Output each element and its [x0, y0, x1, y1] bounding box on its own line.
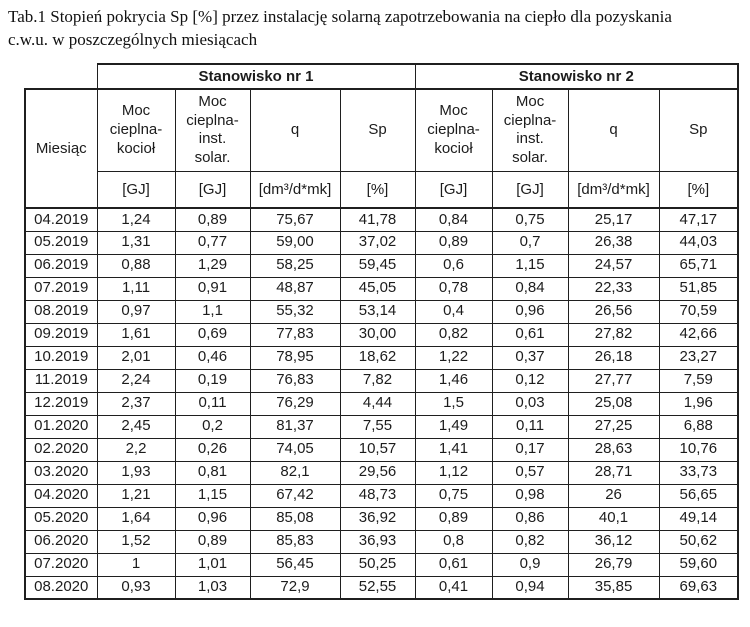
value-cell: 0,93	[97, 576, 175, 599]
value-cell: 1,11	[97, 277, 175, 300]
value-cell: 35,85	[568, 576, 659, 599]
column-header-moc-solar-1: Moc cieplna-inst. solar.	[175, 89, 250, 171]
value-cell: 2,37	[97, 392, 175, 415]
value-cell: 49,14	[659, 507, 738, 530]
month-cell: 08.2019	[25, 300, 97, 323]
value-cell: 0,89	[175, 208, 250, 231]
value-cell: 0,98	[492, 484, 568, 507]
value-cell: 72,9	[250, 576, 340, 599]
value-cell: 56,65	[659, 484, 738, 507]
value-cell: 0,82	[492, 530, 568, 553]
value-cell: 82,1	[250, 461, 340, 484]
value-cell: 0,96	[175, 507, 250, 530]
column-header-moc-solar-2: Moc cieplna-inst. solar.	[492, 89, 568, 171]
table-row	[25, 346, 738, 369]
column-header-row	[25, 89, 738, 171]
value-cell: 36,93	[340, 530, 415, 553]
value-cell: 0,77	[175, 231, 250, 254]
table-row	[25, 369, 738, 392]
value-cell: 1,15	[492, 254, 568, 277]
value-cell: 1,24	[97, 208, 175, 231]
group-header-stanowisko-1: Stanowisko nr 1	[97, 64, 415, 89]
value-cell: 78,95	[250, 346, 340, 369]
value-cell: 0,84	[492, 277, 568, 300]
value-cell: 7,59	[659, 369, 738, 392]
value-cell: 26,79	[568, 553, 659, 576]
value-cell: 1,93	[97, 461, 175, 484]
unit-header-q-2: [dm³/d*mk]	[568, 171, 659, 208]
value-cell: 0,7	[492, 231, 568, 254]
table-row	[25, 231, 738, 254]
value-cell: 75,67	[250, 208, 340, 231]
table-row	[25, 323, 738, 346]
value-cell: 33,73	[659, 461, 738, 484]
table-row	[25, 300, 738, 323]
unit-header-gj-1: [GJ]	[97, 171, 175, 208]
value-cell: 27,82	[568, 323, 659, 346]
table-row	[25, 277, 738, 300]
column-header-q-1: q	[250, 89, 340, 171]
value-cell: 2,24	[97, 369, 175, 392]
value-cell: 0,11	[175, 392, 250, 415]
value-cell: 1,64	[97, 507, 175, 530]
table-row	[25, 507, 738, 530]
value-cell: 69,63	[659, 576, 738, 599]
table-row	[25, 254, 738, 277]
value-cell: 1,22	[415, 346, 492, 369]
value-cell: 48,87	[250, 277, 340, 300]
month-column-header: Miesiąc	[25, 89, 97, 208]
value-cell: 0,96	[492, 300, 568, 323]
value-cell: 1,46	[415, 369, 492, 392]
unit-header-row	[25, 171, 738, 208]
value-cell: 81,37	[250, 415, 340, 438]
value-cell: 51,85	[659, 277, 738, 300]
value-cell: 58,25	[250, 254, 340, 277]
value-cell: 59,00	[250, 231, 340, 254]
value-cell: 0,88	[97, 254, 175, 277]
ghost-cell	[25, 64, 97, 89]
value-cell: 0,69	[175, 323, 250, 346]
value-cell: 0,46	[175, 346, 250, 369]
table-caption: Tab.1 Stopień pokrycia Sp [%] przez instalację solarną zapotrzebowania na ciepło dla pozyskania c.w.u. w poszczególnych miesiącach	[8, 7, 672, 49]
value-cell: 59,45	[340, 254, 415, 277]
value-cell: 0,37	[492, 346, 568, 369]
value-cell: 1	[97, 553, 175, 576]
value-cell: 0,86	[492, 507, 568, 530]
value-cell: 0,19	[175, 369, 250, 392]
column-header-q-2: q	[568, 89, 659, 171]
value-cell: 28,63	[568, 438, 659, 461]
value-cell: 1,29	[175, 254, 250, 277]
value-cell: 7,82	[340, 369, 415, 392]
value-cell: 0,26	[175, 438, 250, 461]
table-row	[25, 530, 738, 553]
value-cell: 0,81	[175, 461, 250, 484]
value-cell: 0,94	[492, 576, 568, 599]
value-cell: 77,83	[250, 323, 340, 346]
unit-header-q-1: [dm³/d*mk]	[250, 171, 340, 208]
value-cell: 0,17	[492, 438, 568, 461]
value-cell: 44,03	[659, 231, 738, 254]
value-cell: 0,75	[415, 484, 492, 507]
value-cell: 0,89	[175, 530, 250, 553]
value-cell: 1,12	[415, 461, 492, 484]
value-cell: 48,73	[340, 484, 415, 507]
value-cell: 0,57	[492, 461, 568, 484]
column-header-moc-kociol-1: Moc cieplna-kocioł	[97, 89, 175, 171]
month-cell: 04.2020	[25, 484, 97, 507]
group-header-row	[25, 64, 738, 89]
value-cell: 23,27	[659, 346, 738, 369]
value-cell: 0,78	[415, 277, 492, 300]
unit-header-gj-2: [GJ]	[175, 171, 250, 208]
month-cell: 11.2019	[25, 369, 97, 392]
value-cell: 41,78	[340, 208, 415, 231]
value-cell: 0,4	[415, 300, 492, 323]
value-cell: 0,75	[492, 208, 568, 231]
value-cell: 1,49	[415, 415, 492, 438]
value-cell: 0,11	[492, 415, 568, 438]
value-cell: 10,76	[659, 438, 738, 461]
group-header-stanowisko-2: Stanowisko nr 2	[415, 64, 738, 89]
table-row	[25, 576, 738, 599]
column-header-moc-kociol-2: Moc cieplna-kocioł	[415, 89, 492, 171]
value-cell: 0,41	[415, 576, 492, 599]
value-cell: 2,45	[97, 415, 175, 438]
value-cell: 45,05	[340, 277, 415, 300]
value-cell: 2,2	[97, 438, 175, 461]
value-cell: 59,60	[659, 553, 738, 576]
month-cell: 06.2019	[25, 254, 97, 277]
value-cell: 6,88	[659, 415, 738, 438]
table-row	[25, 438, 738, 461]
value-cell: 67,42	[250, 484, 340, 507]
month-cell: 07.2019	[25, 277, 97, 300]
value-cell: 70,59	[659, 300, 738, 323]
value-cell: 1,15	[175, 484, 250, 507]
value-cell: 1,01	[175, 553, 250, 576]
value-cell: 22,33	[568, 277, 659, 300]
table-row	[25, 461, 738, 484]
value-cell: 26,18	[568, 346, 659, 369]
column-header-sp-1: Sp	[340, 89, 415, 171]
value-cell: 1,5	[415, 392, 492, 415]
value-cell: 25,17	[568, 208, 659, 231]
value-cell: 1,61	[97, 323, 175, 346]
value-cell: 29,56	[340, 461, 415, 484]
value-cell: 0,82	[415, 323, 492, 346]
value-cell: 36,92	[340, 507, 415, 530]
unit-header-gj-3: [GJ]	[415, 171, 492, 208]
value-cell: 4,44	[340, 392, 415, 415]
value-cell: 85,08	[250, 507, 340, 530]
month-cell: 05.2019	[25, 231, 97, 254]
value-cell: 0,61	[415, 553, 492, 576]
value-cell: 42,66	[659, 323, 738, 346]
value-cell: 0,9	[492, 553, 568, 576]
value-cell: 1,21	[97, 484, 175, 507]
month-cell: 06.2020	[25, 530, 97, 553]
value-cell: 65,71	[659, 254, 738, 277]
value-cell: 50,25	[340, 553, 415, 576]
value-cell: 85,83	[250, 530, 340, 553]
month-cell: 02.2020	[25, 438, 97, 461]
value-cell: 7,55	[340, 415, 415, 438]
table-body	[25, 208, 738, 599]
value-cell: 0,03	[492, 392, 568, 415]
unit-header-pct-1: [%]	[340, 171, 415, 208]
value-cell: 37,02	[340, 231, 415, 254]
value-cell: 55,32	[250, 300, 340, 323]
value-cell: 0,61	[492, 323, 568, 346]
month-cell: 07.2020	[25, 553, 97, 576]
value-cell: 10,57	[340, 438, 415, 461]
value-cell: 24,57	[568, 254, 659, 277]
value-cell: 0,89	[415, 507, 492, 530]
unit-header-pct-2: [%]	[659, 171, 738, 208]
coverage-table	[24, 63, 739, 600]
value-cell: 76,29	[250, 392, 340, 415]
month-cell: 10.2019	[25, 346, 97, 369]
value-cell: 0,6	[415, 254, 492, 277]
value-cell: 0,97	[97, 300, 175, 323]
table-row	[25, 392, 738, 415]
month-cell: 01.2020	[25, 415, 97, 438]
value-cell: 36,12	[568, 530, 659, 553]
value-cell: 47,17	[659, 208, 738, 231]
value-cell: 1,41	[415, 438, 492, 461]
value-cell: 1,1	[175, 300, 250, 323]
value-cell: 1,03	[175, 576, 250, 599]
value-cell: 0,91	[175, 277, 250, 300]
value-cell: 0,84	[415, 208, 492, 231]
value-cell: 0,8	[415, 530, 492, 553]
value-cell: 27,77	[568, 369, 659, 392]
unit-header-gj-4: [GJ]	[492, 171, 568, 208]
month-cell: 05.2020	[25, 507, 97, 530]
column-header-sp-2: Sp	[659, 89, 738, 171]
value-cell: 30,00	[340, 323, 415, 346]
table-row	[25, 208, 738, 231]
month-cell: 08.2020	[25, 576, 97, 599]
value-cell: 76,83	[250, 369, 340, 392]
value-cell: 40,1	[568, 507, 659, 530]
value-cell: 0,2	[175, 415, 250, 438]
month-cell: 04.2019	[25, 208, 97, 231]
value-cell: 2,01	[97, 346, 175, 369]
value-cell: 25,08	[568, 392, 659, 415]
value-cell: 26,56	[568, 300, 659, 323]
table-row	[25, 484, 738, 507]
table-row	[25, 415, 738, 438]
value-cell: 1,96	[659, 392, 738, 415]
table-row	[25, 553, 738, 576]
value-cell: 53,14	[340, 300, 415, 323]
value-cell: 18,62	[340, 346, 415, 369]
value-cell: 74,05	[250, 438, 340, 461]
value-cell: 1,31	[97, 231, 175, 254]
value-cell: 28,71	[568, 461, 659, 484]
value-cell: 27,25	[568, 415, 659, 438]
month-cell: 09.2019	[25, 323, 97, 346]
value-cell: 26	[568, 484, 659, 507]
value-cell: 1,52	[97, 530, 175, 553]
value-cell: 26,38	[568, 231, 659, 254]
value-cell: 52,55	[340, 576, 415, 599]
value-cell: 56,45	[250, 553, 340, 576]
month-cell: 12.2019	[25, 392, 97, 415]
value-cell: 0,12	[492, 369, 568, 392]
value-cell: 0,89	[415, 231, 492, 254]
value-cell: 50,62	[659, 530, 738, 553]
month-cell: 03.2020	[25, 461, 97, 484]
